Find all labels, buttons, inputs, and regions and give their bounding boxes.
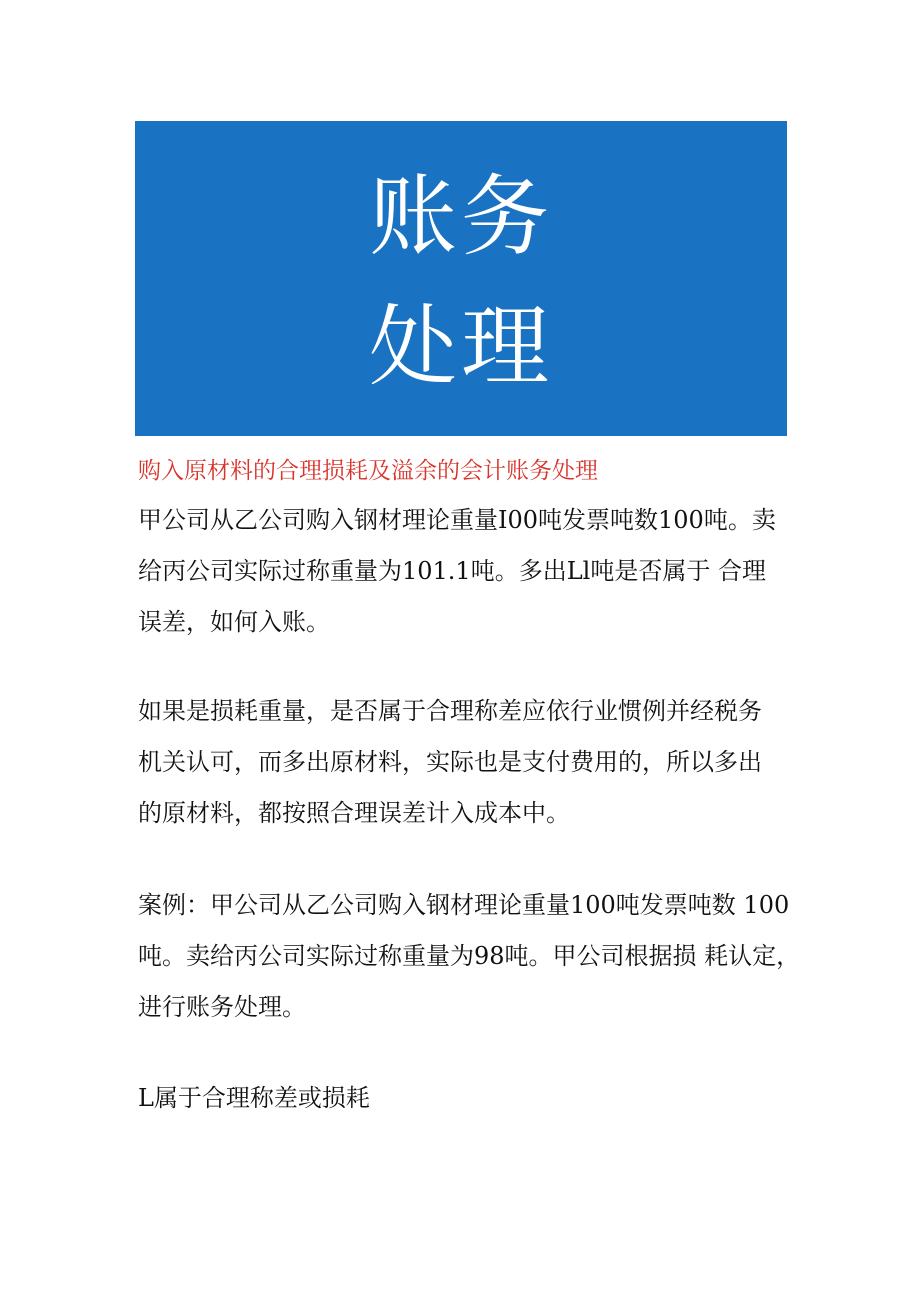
paragraph-line: 如果是损耗重量，是否属于合理称差应依行业惯例并经税务 — [138, 697, 762, 725]
section-heading — [138, 1073, 788, 1124]
paragraph-line: L属于合理称差或损耗 — [138, 1084, 370, 1112]
paragraph-line: 吨。卖给丙公司实际过称重量为98吨。甲公司根据损 耗认定， — [138, 942, 801, 970]
paragraph-line: 甲公司从乙公司购入钢材理论重量I00吨发票吨数100吨。卖 — [138, 506, 776, 534]
paragraph-line: 误差，如何入账。 — [138, 608, 330, 636]
paragraph-line: 给丙公司实际过称重量为101.1吨。多出Ll吨是否属于 合理 — [138, 557, 766, 585]
document-subtitle: 购入原材料的合理损耗及溢余的会计账务处理 — [138, 458, 598, 484]
paragraph-line: 机关认可，而多出原材料，实际也是支付费用的，所以多出 — [138, 748, 762, 776]
paragraph-line: 进行账务处理。 — [138, 993, 306, 1021]
paragraph-question — [138, 495, 788, 648]
title-banner — [135, 121, 787, 436]
banner-title-line-1: 账务 — [368, 164, 553, 268]
banner-title-line-2: 处理 — [368, 294, 553, 398]
paragraph-line: 案例：甲公司从乙公司购入钢材理论重量100吨发票吨数 100 — [138, 891, 790, 919]
paragraph-example — [138, 880, 801, 1033]
paragraph-line: 的原材料，都按照合理误差计入成本中。 — [138, 799, 570, 827]
paragraph-answer — [138, 686, 788, 839]
